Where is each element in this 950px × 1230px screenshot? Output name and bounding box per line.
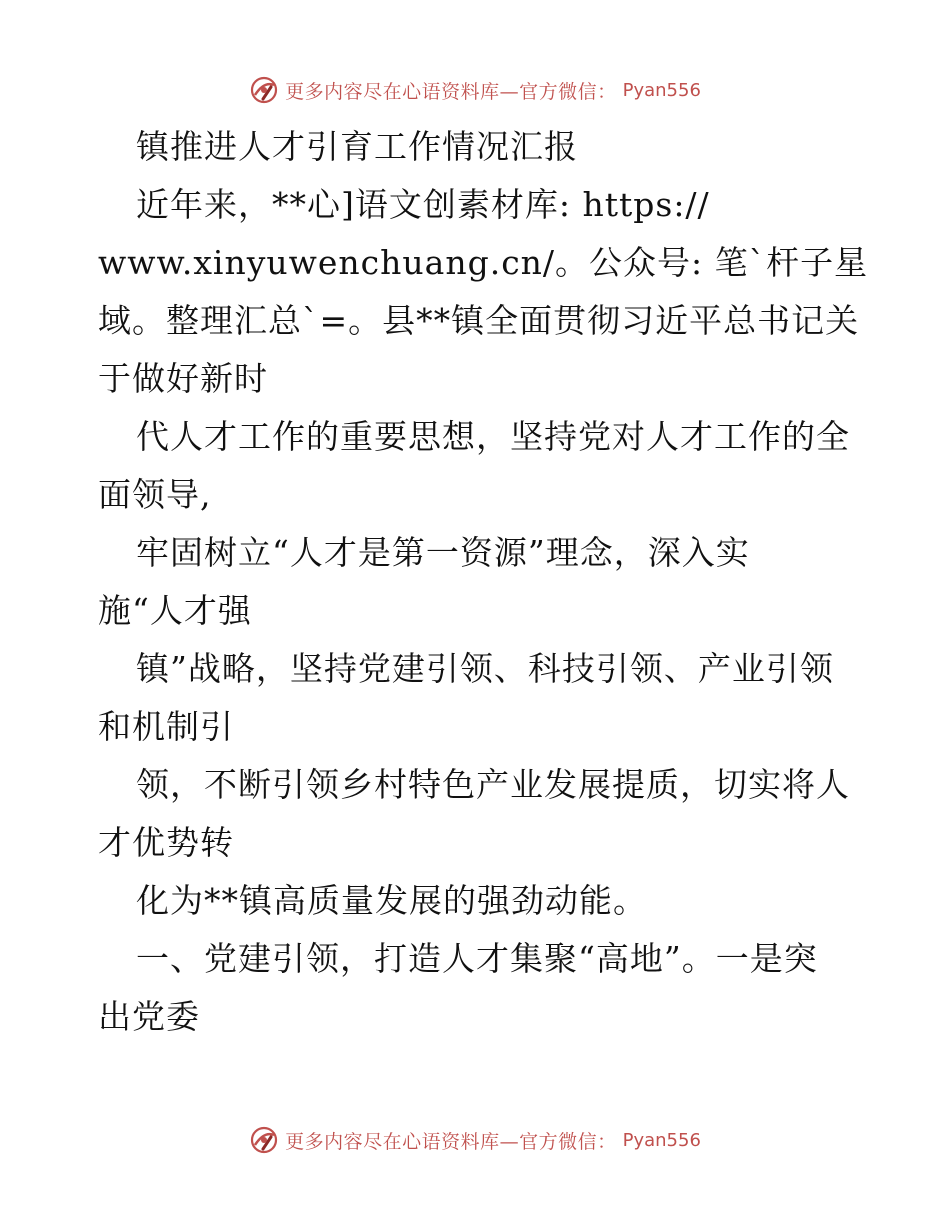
paragraph-line: 领，不断引领乡村特色产业发展提质，切实将人 [136,765,850,804]
paragraph-line: 出党委 [98,997,200,1036]
paragraph-line: 牢固树立“人才是第一资源”理念，深入实 [136,533,750,572]
paragraph-line: 域。整理汇总`=。县**镇全面贯彻习近平总书记关 [98,301,860,340]
section-heading-line: 一、党建引领，打造人才集聚“高地”。一是突 [136,939,818,978]
document-title: 镇推进人才引育工作情况汇报 [136,127,578,166]
paragraph-line: 代人才工作的重要思想，坚持党对人才工作的全 [136,417,850,456]
paragraph-line: 施“人才强 [98,591,252,630]
footer-watermark [0,1120,950,1160]
watermark-text: 更多内容尽在心语资料库—官方微信： [285,80,617,103]
watermark-wechat-id: Pyan556 [622,1129,701,1151]
paragraph-line: 于做好新时 [98,359,268,398]
document-body [98,118,869,1046]
paragraph-line: 面领导, [98,475,212,514]
watermark-text: 更多内容尽在心语资料库—官方微信： [285,1130,617,1153]
paragraph-line: 才优势转 [98,823,234,862]
paragraph-line: 化为**镇高质量发展的强劲动能。 [136,881,647,920]
brand-logo-icon [249,1125,279,1155]
brand-logo-icon [249,75,279,105]
watermark-wechat-id: Pyan556 [622,79,701,101]
paragraph-line: www.xinyuwenchuang.cn/。公众号: 笔`杆子星 [98,243,869,282]
paragraph-line: 近年来，**心]语文创素材库: https:// [136,185,710,224]
paragraph-line: 镇”战略，坚持党建引领、科技引领、产业引领 [136,649,834,688]
paragraph-line: 和机制引 [98,707,234,746]
header-watermark [0,70,950,110]
